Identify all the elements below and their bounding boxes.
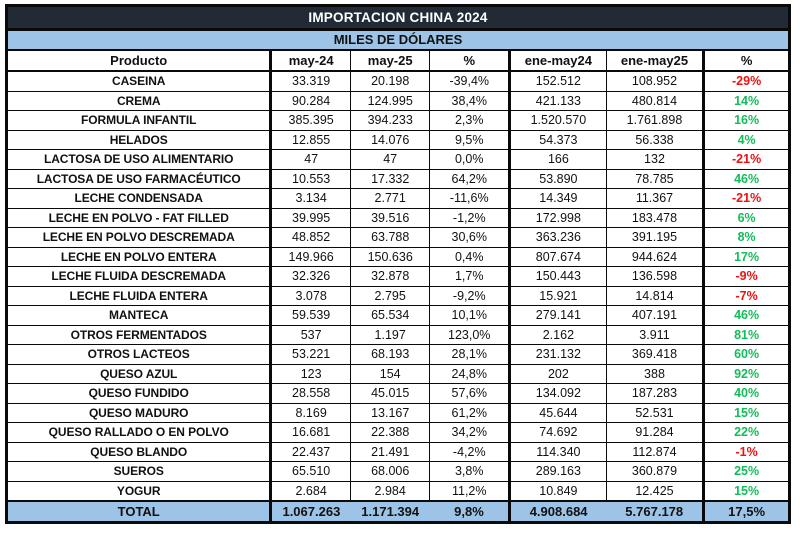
- cell-value: 114.340: [510, 442, 607, 462]
- cell-variation-month: 1,7%: [430, 267, 510, 287]
- cell-value: 12.855: [271, 130, 351, 150]
- cell-variation-month: 61,2%: [430, 403, 510, 423]
- cell-variation-month: 57,6%: [430, 384, 510, 404]
- cell-value: 391.195: [606, 228, 703, 248]
- cell-variation-ytd: 46%: [704, 169, 788, 189]
- cell-value: 150.636: [350, 247, 430, 267]
- cell-value: 68.006: [350, 462, 430, 482]
- cell-value: 3.134: [271, 189, 351, 209]
- cell-variation-month: 2,3%: [430, 111, 510, 131]
- cell-value: 39.516: [350, 208, 430, 228]
- column-header-3: %: [430, 51, 510, 71]
- cell-value: 11.367: [606, 189, 703, 209]
- cell-value: 59.539: [271, 306, 351, 326]
- imports-table: [8, 51, 788, 521]
- cell-value: 15.921: [510, 286, 607, 306]
- cell-variation-ytd: -21%: [704, 150, 788, 170]
- cell-value: 231.132: [510, 345, 607, 365]
- cell-product: LECHE EN POLVO - FAT FILLED: [8, 208, 271, 228]
- cell-value: 2.984: [350, 481, 430, 501]
- cell-value: 2.795: [350, 286, 430, 306]
- table-row: [8, 403, 788, 423]
- cell-product: LECHE FLUIDA DESCREMADA: [8, 267, 271, 287]
- column-header-5: ene-may25: [606, 51, 703, 71]
- cell-variation-month: -1,2%: [430, 208, 510, 228]
- cell-variation-ytd: 92%: [704, 364, 788, 384]
- cell-value: 2.162: [510, 325, 607, 345]
- table-row: [8, 267, 788, 287]
- cell-value: 78.785: [606, 169, 703, 189]
- cell-product: LECHE CONDENSADA: [8, 189, 271, 209]
- cell-value: 10.553: [271, 169, 351, 189]
- cell-variation-ytd: 15%: [704, 403, 788, 423]
- cell-value: 407.191: [606, 306, 703, 326]
- cell-value: 2.684: [271, 481, 351, 501]
- cell-product: LECHE EN POLVO ENTERA: [8, 247, 271, 267]
- cell-variation-ytd: 15%: [704, 481, 788, 501]
- cell-product: LACTOSA DE USO ALIMENTARIO: [8, 150, 271, 170]
- table-row: [8, 189, 788, 209]
- column-header-6: %: [704, 51, 788, 71]
- cell-variation-ytd: 6%: [704, 208, 788, 228]
- cell-value: 108.952: [606, 71, 703, 91]
- cell-variation-month: -39,4%: [430, 71, 510, 91]
- cell-product: FORMULA INFANTIL: [8, 111, 271, 131]
- cell-value: 21.491: [350, 442, 430, 462]
- cell-value: 1.761.898: [606, 111, 703, 131]
- cell-variation-ytd: 17%: [704, 247, 788, 267]
- cell-value: 172.998: [510, 208, 607, 228]
- cell-value: 183.478: [606, 208, 703, 228]
- cell-value: 65.534: [350, 306, 430, 326]
- cell-value: 20.198: [350, 71, 430, 91]
- cell-value: 421.133: [510, 91, 607, 111]
- cell-value: 14.814: [606, 286, 703, 306]
- table-row: [8, 286, 788, 306]
- cell-value: 17.332: [350, 169, 430, 189]
- cell-product: SUEROS: [8, 462, 271, 482]
- cell-value: 14.349: [510, 189, 607, 209]
- cell-value: 65.510: [271, 462, 351, 482]
- cell-product: QUESO AZUL: [8, 364, 271, 384]
- cell-value: 2.771: [350, 189, 430, 209]
- total-value: 5.767.178: [606, 501, 703, 521]
- cell-variation-month: 34,2%: [430, 423, 510, 443]
- cell-value: 45.644: [510, 403, 607, 423]
- cell-value: 63.788: [350, 228, 430, 248]
- table-row: [8, 71, 788, 91]
- cell-variation-ytd: 4%: [704, 130, 788, 150]
- table-row: [8, 384, 788, 404]
- total-value: 1.067.263: [271, 501, 351, 521]
- table-row: [8, 481, 788, 501]
- cell-value: 944.624: [606, 247, 703, 267]
- cell-variation-ytd: 14%: [704, 91, 788, 111]
- cell-value: 202: [510, 364, 607, 384]
- cell-value: 394.233: [350, 111, 430, 131]
- cell-value: 279.141: [510, 306, 607, 326]
- table-row: [8, 306, 788, 326]
- table-row: [8, 364, 788, 384]
- cell-value: 32.326: [271, 267, 351, 287]
- cell-product: OTROS FERMENTADOS: [8, 325, 271, 345]
- table-row: [8, 130, 788, 150]
- cell-variation-month: 123,0%: [430, 325, 510, 345]
- cell-value: 47: [271, 150, 351, 170]
- cell-value: 149.966: [271, 247, 351, 267]
- cell-value: 123: [271, 364, 351, 384]
- table-row: [8, 91, 788, 111]
- total-label: TOTAL: [8, 501, 271, 521]
- cell-variation-ytd: 8%: [704, 228, 788, 248]
- table-row: [8, 462, 788, 482]
- cell-product: LECHE EN POLVO DESCREMADA: [8, 228, 271, 248]
- cell-product: CREMA: [8, 91, 271, 111]
- table-title: IMPORTACION CHINA 2024: [8, 7, 788, 31]
- cell-value: 90.284: [271, 91, 351, 111]
- cell-value: 53.890: [510, 169, 607, 189]
- cell-variation-ytd: -29%: [704, 71, 788, 91]
- cell-value: 56.338: [606, 130, 703, 150]
- table-subtitle: MILES DE DÓLARES: [8, 31, 788, 51]
- cell-value: 537: [271, 325, 351, 345]
- cell-value: 47: [350, 150, 430, 170]
- cell-product: LECHE FLUIDA ENTERA: [8, 286, 271, 306]
- cell-value: 33.319: [271, 71, 351, 91]
- table-row: [8, 150, 788, 170]
- cell-product: LACTOSA DE USO FARMACÉUTICO: [8, 169, 271, 189]
- cell-variation-month: 30,6%: [430, 228, 510, 248]
- cell-product: QUESO MADURO: [8, 403, 271, 423]
- cell-variation-month: 0,0%: [430, 150, 510, 170]
- column-header-4: ene-may24: [510, 51, 607, 71]
- cell-value: 39.995: [271, 208, 351, 228]
- cell-variation-ytd: 46%: [704, 306, 788, 326]
- cell-variation-month: -9,2%: [430, 286, 510, 306]
- cell-variation-month: 28,1%: [430, 345, 510, 365]
- cell-value: 152.512: [510, 71, 607, 91]
- table-row: [8, 228, 788, 248]
- cell-variation-month: 38,4%: [430, 91, 510, 111]
- table-row: [8, 247, 788, 267]
- cell-variation-ytd: 40%: [704, 384, 788, 404]
- cell-value: 52.531: [606, 403, 703, 423]
- cell-value: 132: [606, 150, 703, 170]
- cell-value: 22.388: [350, 423, 430, 443]
- cell-value: 1.520.570: [510, 111, 607, 131]
- cell-variation-month: 64,2%: [430, 169, 510, 189]
- table-row: [8, 345, 788, 365]
- cell-value: 388: [606, 364, 703, 384]
- cell-product: QUESO RALLADO O EN POLVO: [8, 423, 271, 443]
- cell-variation-month: 24,8%: [430, 364, 510, 384]
- cell-value: 54.373: [510, 130, 607, 150]
- cell-value: 8.169: [271, 403, 351, 423]
- total-value: 17,5%: [704, 501, 788, 521]
- table-row: [8, 442, 788, 462]
- cell-variation-ytd: 81%: [704, 325, 788, 345]
- cell-value: 187.283: [606, 384, 703, 404]
- column-header-1: may-24: [271, 51, 351, 71]
- cell-product: MANTECA: [8, 306, 271, 326]
- table-row: [8, 208, 788, 228]
- cell-product: YOGUR: [8, 481, 271, 501]
- cell-value: 369.418: [606, 345, 703, 365]
- imports-table-frame: [5, 4, 791, 524]
- cell-product: CASEINA: [8, 71, 271, 91]
- total-value: 9,8%: [430, 501, 510, 521]
- cell-variation-month: 11,2%: [430, 481, 510, 501]
- cell-value: 360.879: [606, 462, 703, 482]
- cell-variation-ytd: 22%: [704, 423, 788, 443]
- cell-value: 68.193: [350, 345, 430, 365]
- cell-value: 124.995: [350, 91, 430, 111]
- cell-variation-ytd: -21%: [704, 189, 788, 209]
- cell-value: 150.443: [510, 267, 607, 287]
- cell-variation-ytd: 60%: [704, 345, 788, 365]
- cell-value: 48.852: [271, 228, 351, 248]
- cell-value: 13.167: [350, 403, 430, 423]
- cell-value: 22.437: [271, 442, 351, 462]
- cell-product: QUESO BLANDO: [8, 442, 271, 462]
- cell-variation-month: 9,5%: [430, 130, 510, 150]
- cell-value: 166: [510, 150, 607, 170]
- cell-value: 53.221: [271, 345, 351, 365]
- total-value: 4.908.684: [510, 501, 607, 521]
- cell-value: 807.674: [510, 247, 607, 267]
- cell-value: 385.395: [271, 111, 351, 131]
- cell-variation-month: 0,4%: [430, 247, 510, 267]
- total-row: [8, 501, 788, 521]
- total-value: 1.171.394: [350, 501, 430, 521]
- cell-variation-month: 3,8%: [430, 462, 510, 482]
- cell-value: 112.874: [606, 442, 703, 462]
- cell-value: 3.911: [606, 325, 703, 345]
- column-header-0: Producto: [8, 51, 271, 71]
- cell-value: 45.015: [350, 384, 430, 404]
- cell-value: 12.425: [606, 481, 703, 501]
- table-row: [8, 169, 788, 189]
- cell-value: 289.163: [510, 462, 607, 482]
- cell-value: 32.878: [350, 267, 430, 287]
- cell-value: 136.598: [606, 267, 703, 287]
- header-row: [8, 51, 788, 71]
- table-row: [8, 325, 788, 345]
- cell-variation-ytd: -7%: [704, 286, 788, 306]
- cell-product: QUESO FUNDIDO: [8, 384, 271, 404]
- cell-variation-ytd: -1%: [704, 442, 788, 462]
- cell-value: 16.681: [271, 423, 351, 443]
- cell-variation-ytd: 16%: [704, 111, 788, 131]
- cell-variation-month: -11,6%: [430, 189, 510, 209]
- cell-value: 28.558: [271, 384, 351, 404]
- cell-variation-ytd: -9%: [704, 267, 788, 287]
- cell-value: 14.076: [350, 130, 430, 150]
- cell-value: 154: [350, 364, 430, 384]
- table-row: [8, 423, 788, 443]
- column-header-2: may-25: [350, 51, 430, 71]
- cell-product: HELADOS: [8, 130, 271, 150]
- table-row: [8, 111, 788, 131]
- cell-value: 74.692: [510, 423, 607, 443]
- cell-value: 363.236: [510, 228, 607, 248]
- cell-value: 3.078: [271, 286, 351, 306]
- cell-value: 91.284: [606, 423, 703, 443]
- cell-variation-month: -4,2%: [430, 442, 510, 462]
- cell-value: 480.814: [606, 91, 703, 111]
- cell-product: OTROS LACTEOS: [8, 345, 271, 365]
- cell-value: 134.092: [510, 384, 607, 404]
- cell-value: 1.197: [350, 325, 430, 345]
- cell-variation-month: 10,1%: [430, 306, 510, 326]
- cell-variation-ytd: 25%: [704, 462, 788, 482]
- cell-value: 10.849: [510, 481, 607, 501]
